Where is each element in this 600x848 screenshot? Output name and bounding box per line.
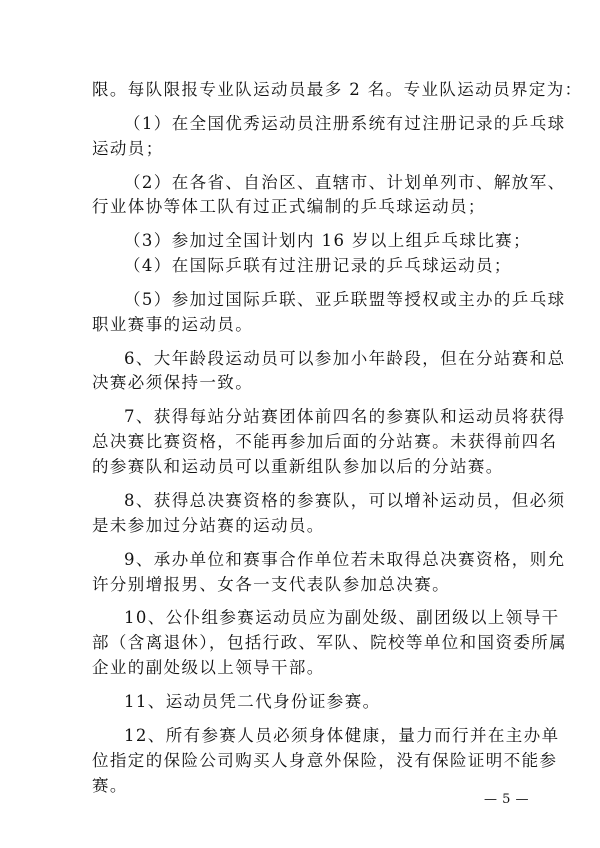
text-line: 的参赛队和运动员可以重新组队参加以后的分站赛。 [92, 457, 504, 476]
text-line: （5）参加过国际乒联、亚乒联盟等授权或主办的乒乓球 [124, 290, 566, 309]
text-line: 决赛必须保持一致。 [92, 373, 254, 392]
text-line: 12、所有参赛人员必须身体健康，量力而行并在主办单 [124, 726, 560, 745]
text-line: 位指定的保险公司购买人身意外保险，没有保险证明不能参 [92, 751, 558, 770]
text-line: （1）在全国优秀运动员注册系统有过注册记录的乒乓球 [124, 114, 566, 133]
text-line: 11、运动员凭二代身份证参赛。 [124, 692, 381, 711]
text-line: 许分别增报男、女各一支代表队参加总决赛。 [92, 575, 450, 594]
text-line: 6、大年龄段运动员可以参加小年龄段，但在分站赛和总 [124, 349, 566, 368]
text-line: 企业的副处级以上领导干部。 [92, 658, 325, 677]
text-line: 限。每队限报专业队运动员最多 2 名。专业队运动员界定为： [92, 80, 583, 99]
text-line: 8、获得总决赛资格的参赛队，可以增补运动员，但必须 [124, 491, 566, 510]
text-line: （2）在各省、自治区、直辖市、计划单列市、解放军、 [124, 173, 566, 192]
text-line: 赛。 [92, 776, 128, 795]
text-line: 是未参加过分站赛的运动员。 [92, 516, 325, 535]
text-line: 10、公仆组参赛运动员应为副处级、副团级以上领导干 [124, 608, 560, 627]
text-line: 运动员； [92, 139, 164, 158]
text-line: 7、获得每站分站赛团体前四名的参赛队和运动员将获得 [124, 407, 566, 426]
text-line: 9、承办单位和赛事合作单位若未取得总决赛资格，则允 [124, 550, 566, 569]
text-line: 行业体协等体工队有过正式编制的乒乓球运动员； [92, 197, 486, 216]
page-number: — 5 — [484, 792, 530, 807]
text-line: 职业赛事的运动员。 [92, 315, 254, 334]
text-line: 部（含离退休），包括行政、军队、院校等单位和国资委所属 [92, 633, 568, 652]
text-line: （4）在国际乒联有过注册记录的乒乓球运动员； [124, 256, 512, 275]
text-line: 总决赛比赛资格，不能再参加后面的分站赛。未获得前四名 [92, 432, 558, 451]
text-line: （3）参加过全国计划内 16 岁以上组乒乓球比赛； [124, 231, 531, 250]
